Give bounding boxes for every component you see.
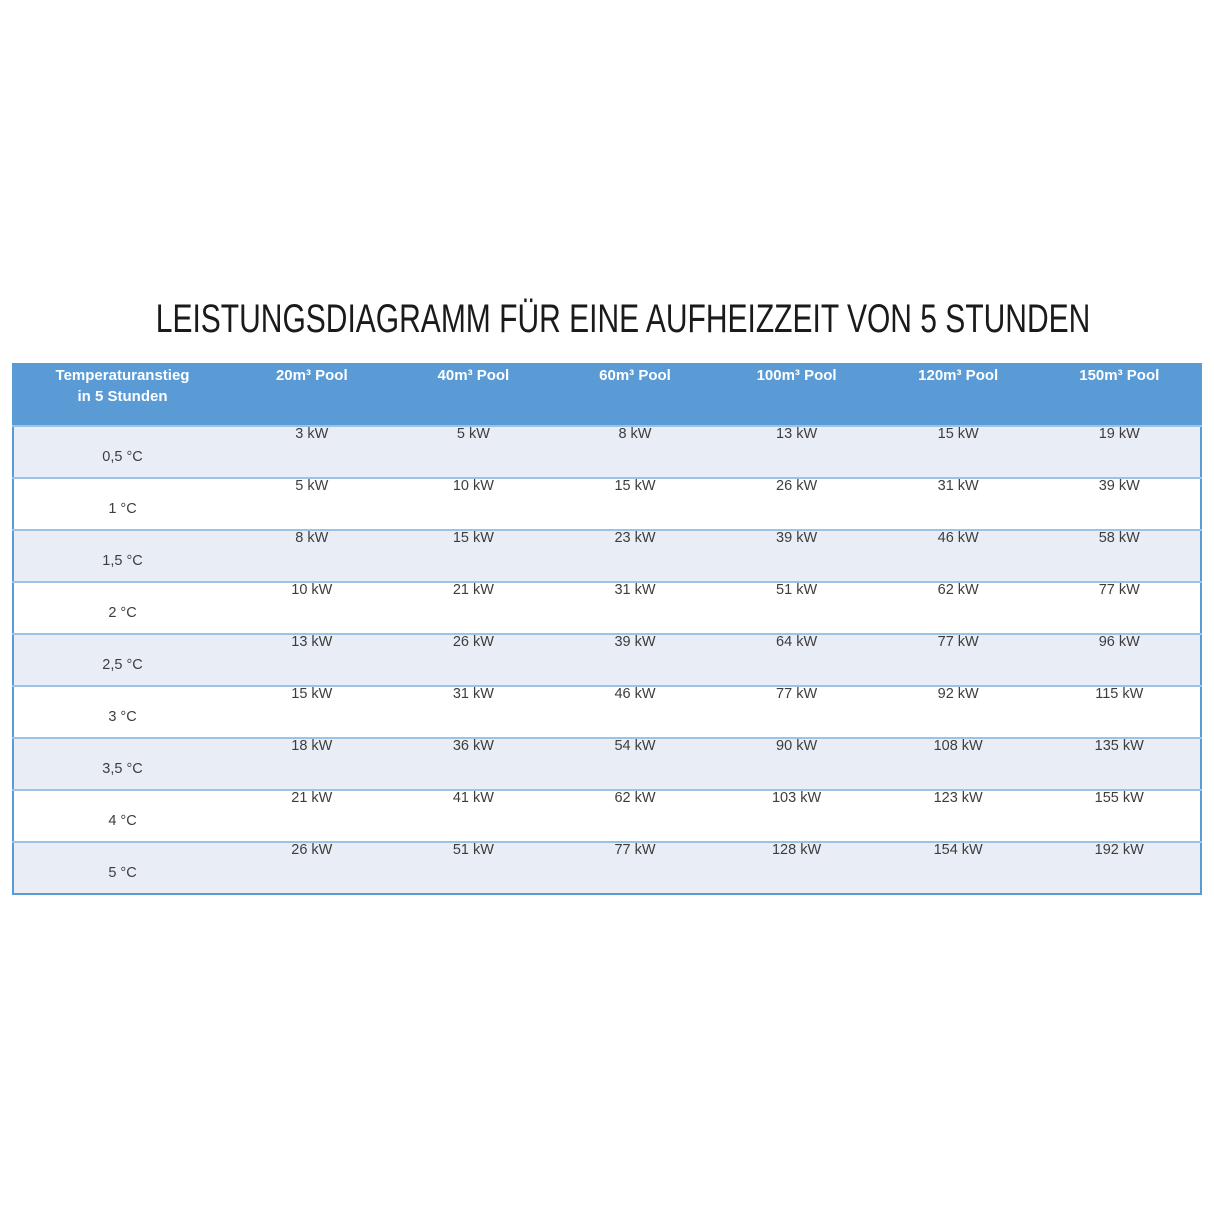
temp-cell: 1,5 °C <box>13 530 231 582</box>
table-row <box>13 582 1201 634</box>
kw-cell: 123 kW <box>877 790 1039 842</box>
kw-cell: 36 kW <box>393 738 555 790</box>
kw-cell: 51 kW <box>716 582 878 634</box>
table-row <box>13 478 1201 530</box>
kw-cell: 39 kW <box>716 530 878 582</box>
kw-cell: 31 kW <box>554 582 716 634</box>
temp-cell: 3 °C <box>13 686 231 738</box>
kw-cell: 51 kW <box>393 842 555 894</box>
kw-cell: 13 kW <box>231 634 393 686</box>
kw-cell: 103 kW <box>716 790 878 842</box>
kw-cell: 8 kW <box>231 530 393 582</box>
header-temp-line1: Temperaturanstieg <box>55 367 190 384</box>
table-container <box>12 363 1202 895</box>
power-table <box>12 363 1202 895</box>
page-title: LEISTUNGSDIAGRAMM FÜR EINE AUFHEIZZEIT VON 5 STUNDEN <box>155 297 1091 341</box>
kw-cell: 77 kW <box>877 634 1039 686</box>
kw-cell: 115 kW <box>1039 686 1201 738</box>
table-header <box>13 364 1201 426</box>
kw-cell: 18 kW <box>231 738 393 790</box>
table-row <box>13 634 1201 686</box>
table-row <box>13 426 1201 478</box>
kw-cell: 3 kW <box>231 426 393 478</box>
kw-cell: 26 kW <box>393 634 555 686</box>
kw-cell: 5 kW <box>231 478 393 530</box>
kw-cell: 15 kW <box>554 478 716 530</box>
temp-cell: 2,5 °C <box>13 634 231 686</box>
table-body <box>13 426 1201 894</box>
column-header-pool-150: 150m³ Pool <box>1039 364 1201 426</box>
kw-cell: 21 kW <box>393 582 555 634</box>
kw-cell: 10 kW <box>393 478 555 530</box>
column-header-pool-120: 120m³ Pool <box>877 364 1039 426</box>
kw-cell: 155 kW <box>1039 790 1201 842</box>
kw-cell: 77 kW <box>554 842 716 894</box>
kw-cell: 5 kW <box>393 426 555 478</box>
kw-cell: 15 kW <box>877 426 1039 478</box>
kw-cell: 77 kW <box>716 686 878 738</box>
kw-cell: 54 kW <box>554 738 716 790</box>
column-header-temperature <box>13 364 231 426</box>
kw-cell: 46 kW <box>554 686 716 738</box>
kw-cell: 92 kW <box>877 686 1039 738</box>
table-row <box>13 842 1201 894</box>
kw-cell: 21 kW <box>231 790 393 842</box>
kw-cell: 108 kW <box>877 738 1039 790</box>
column-header-pool-40: 40m³ Pool <box>393 364 555 426</box>
kw-cell: 128 kW <box>716 842 878 894</box>
kw-cell: 41 kW <box>393 790 555 842</box>
kw-cell: 8 kW <box>554 426 716 478</box>
kw-cell: 46 kW <box>877 530 1039 582</box>
kw-cell: 23 kW <box>554 530 716 582</box>
table-row <box>13 790 1201 842</box>
temp-cell: 4 °C <box>13 790 231 842</box>
kw-cell: 26 kW <box>716 478 878 530</box>
table-row <box>13 738 1201 790</box>
kw-cell: 90 kW <box>716 738 878 790</box>
kw-cell: 39 kW <box>1039 478 1201 530</box>
temp-cell: 5 °C <box>13 842 231 894</box>
kw-cell: 10 kW <box>231 582 393 634</box>
kw-cell: 62 kW <box>877 582 1039 634</box>
column-header-pool-20: 20m³ Pool <box>231 364 393 426</box>
temp-cell: 3,5 °C <box>13 738 231 790</box>
column-header-pool-100: 100m³ Pool <box>716 364 878 426</box>
kw-cell: 39 kW <box>554 634 716 686</box>
temp-cell: 2 °C <box>13 582 231 634</box>
temp-cell: 1 °C <box>13 478 231 530</box>
kw-cell: 62 kW <box>554 790 716 842</box>
kw-cell: 31 kW <box>877 478 1039 530</box>
title-container <box>0 299 1214 339</box>
table-row <box>13 686 1201 738</box>
kw-cell: 64 kW <box>716 634 878 686</box>
kw-cell: 58 kW <box>1039 530 1201 582</box>
kw-cell: 77 kW <box>1039 582 1201 634</box>
table-row <box>13 530 1201 582</box>
kw-cell: 15 kW <box>231 686 393 738</box>
kw-cell: 13 kW <box>716 426 878 478</box>
kw-cell: 96 kW <box>1039 634 1201 686</box>
kw-cell: 19 kW <box>1039 426 1201 478</box>
header-temp-line2: in 5 Stunden <box>77 388 168 405</box>
header-row <box>13 364 1201 426</box>
kw-cell: 135 kW <box>1039 738 1201 790</box>
kw-cell: 192 kW <box>1039 842 1201 894</box>
temp-cell: 0,5 °C <box>13 426 231 478</box>
kw-cell: 26 kW <box>231 842 393 894</box>
kw-cell: 154 kW <box>877 842 1039 894</box>
kw-cell: 31 kW <box>393 686 555 738</box>
kw-cell: 15 kW <box>393 530 555 582</box>
column-header-pool-60: 60m³ Pool <box>554 364 716 426</box>
